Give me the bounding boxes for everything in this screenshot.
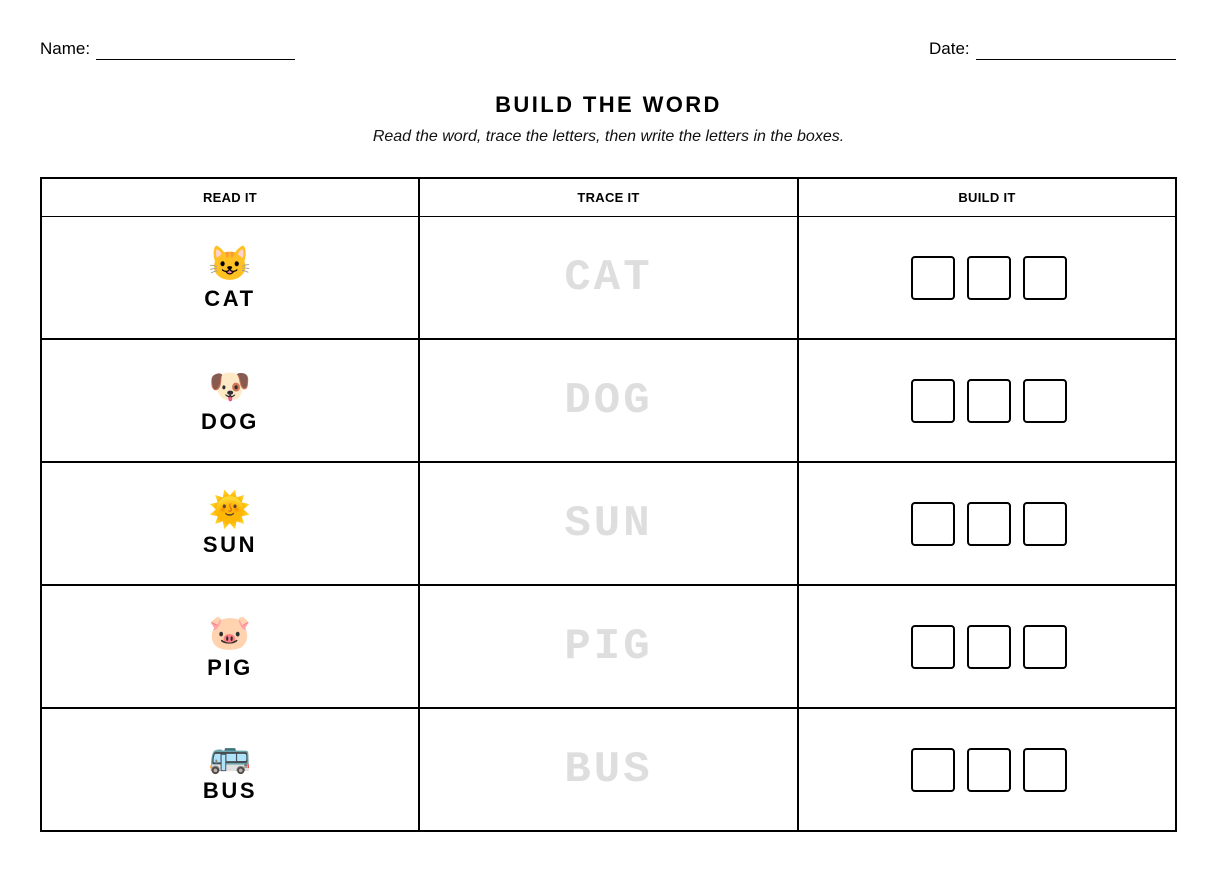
instructions: Read the word, trace the letters, then write the letters in the boxes. <box>372 128 845 145</box>
trace-it-cell <box>420 586 799 707</box>
letter-box[interactable] <box>911 256 955 300</box>
letter-boxes <box>911 256 1067 300</box>
cat-face-icon: 😺 <box>208 244 252 283</box>
date-label: Date: <box>929 39 970 58</box>
letter-box[interactable] <box>967 625 1011 669</box>
column-header-read-it: READ IT <box>42 179 420 216</box>
name-blank-line[interactable] <box>96 44 295 60</box>
build-it-cell <box>799 709 1175 830</box>
letter-box[interactable] <box>911 502 955 546</box>
column-header-trace-it: TRACE IT <box>420 179 799 216</box>
letter-boxes <box>911 502 1067 546</box>
bus-icon: 🚌 <box>208 736 252 775</box>
word-label: SUN <box>202 531 258 557</box>
build-it-cell <box>799 217 1175 338</box>
trace-word: CAT <box>564 252 653 303</box>
letter-boxes <box>911 748 1067 792</box>
pig-face-icon: 🐷 <box>208 613 252 652</box>
letter-boxes <box>911 379 1067 423</box>
trace-it-cell <box>420 217 799 338</box>
trace-word: SUN <box>564 498 653 549</box>
letter-box[interactable] <box>1023 256 1067 300</box>
trace-it-cell <box>420 709 799 830</box>
trace-word: BUS <box>564 744 653 795</box>
letter-box[interactable] <box>967 379 1011 423</box>
word-label: PIG <box>207 654 253 680</box>
date-blank-line[interactable] <box>976 44 1176 60</box>
build-it-cell <box>799 586 1175 707</box>
table-row <box>42 586 1175 709</box>
page-title: BUILD THE WORD <box>495 92 722 117</box>
trace-it-cell <box>420 340 799 461</box>
build-it-cell <box>799 340 1175 461</box>
letter-box[interactable] <box>911 748 955 792</box>
trace-it-cell <box>420 463 799 584</box>
letter-box[interactable] <box>1023 625 1067 669</box>
read-it-cell <box>42 463 420 584</box>
word-label: BUS <box>202 777 258 803</box>
word-label: DOG <box>201 408 259 434</box>
read-it-cell <box>42 586 420 707</box>
table-header <box>42 179 1175 217</box>
table-row <box>42 463 1175 586</box>
letter-box[interactable] <box>911 625 955 669</box>
table-row <box>42 217 1175 340</box>
letter-box[interactable] <box>967 748 1011 792</box>
worksheet-table <box>40 177 1177 832</box>
table-row <box>42 340 1175 463</box>
sun-icon: 🌞 <box>208 490 252 529</box>
column-header-build-it: BUILD IT <box>958 190 1016 205</box>
trace-word: DOG <box>564 375 653 426</box>
letter-box[interactable] <box>1023 379 1067 423</box>
dog-face-icon: 🐶 <box>208 367 252 406</box>
date-field <box>929 38 1176 60</box>
letter-box[interactable] <box>967 502 1011 546</box>
table-row <box>42 709 1175 830</box>
letter-box[interactable] <box>967 256 1011 300</box>
letter-boxes <box>911 625 1067 669</box>
read-it-cell <box>42 217 420 338</box>
trace-word: PIG <box>564 621 653 672</box>
letter-box[interactable] <box>911 379 955 423</box>
name-field <box>40 38 295 60</box>
letter-box[interactable] <box>1023 502 1067 546</box>
read-it-cell <box>42 340 420 461</box>
letter-box[interactable] <box>1023 748 1067 792</box>
name-label: Name: <box>40 39 91 58</box>
build-it-cell <box>799 463 1175 584</box>
read-it-cell <box>42 709 420 830</box>
word-label: CAT <box>204 285 256 311</box>
